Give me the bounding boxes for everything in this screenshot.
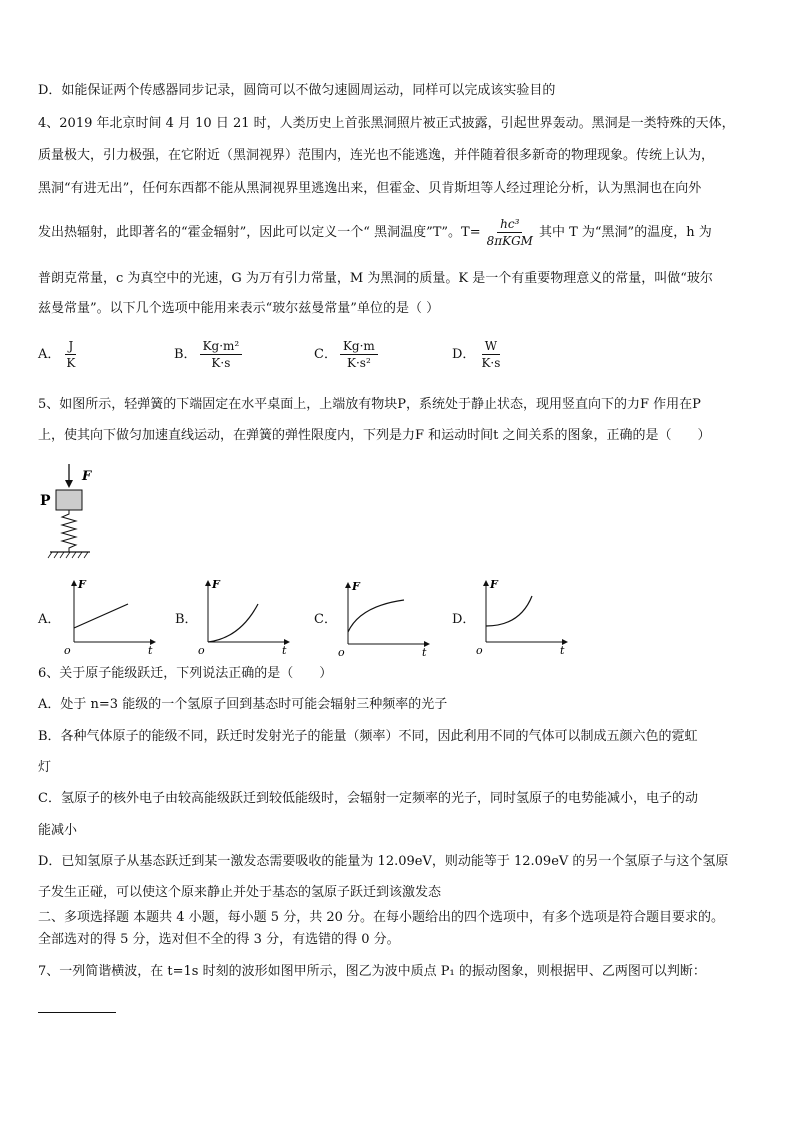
q4-option-d [452,338,506,371]
ground-hatch [48,552,88,558]
q4-line-1: 4、2019 年北京时间 4 月 10 日 21 时，人类历史上首张黑洞照片被正式披露，引起世界轰动。黑洞是一类特殊的天体， [38,116,735,131]
q4-formula-text-a: 发出热辐射，此即著名的“霍金辐射”，因此可以定义一个“ 黑洞温度”T”。T= [38,225,481,240]
q4-option-b [174,338,245,371]
q5-graph-b [196,576,292,656]
q6-option-d-line-1: D．已知氢原子从基态跃迁到某一激发态需要吸收的能量为 12.09eV，则动能等于 12.09eV 的另一个氢原子与这个氢原 [38,854,729,869]
q4-line-5: 普朗克常量，c 为真空中的光速，G 为万有引力常量，M 为黑洞的质量。K 是一个有重要物理意义的常量，叫做“玻尔 [38,271,713,286]
q4-line-2: 质量极大，引力极强，在它附近（黑洞视界）范围内，连光也不能逃逸，并伴随着很多新奇的物理现象。传统上认为， [38,148,715,163]
spring [62,510,76,552]
option-letter: C． [314,347,337,362]
unit-numerator: W [482,338,500,355]
q6-option-d-line-2: 子发生正碰，可以使这个原来静止并处于基态的氢原子跃迁到该激发态 [38,885,442,900]
x-label: t [560,644,565,656]
unit-numerator: J [65,338,76,355]
unit-numerator: Kg·m [340,338,378,355]
force-label: F [82,469,92,484]
unit-denominator: K [66,356,76,370]
q4-option-a [38,338,81,371]
formula-numerator: hc³ [497,216,522,233]
x-label: t [422,646,427,658]
q6-option-b-line-2: 灯 [38,760,52,775]
q4-option-c [314,338,381,371]
q5-option-a-label: A． [38,612,61,627]
unit-denominator: K·s² [347,356,371,370]
q5-line-2: 上，使其向下做匀加速直线运动，在弹簧的弹性限度内，下列是力F 和运动时间t 之间关系的图象，正确的是（ ） [38,428,711,443]
q4-line-3: 黑洞“有进无出”，任何东西都不能从黑洞视界里逃逸出来，但霍金、贝肯斯坦等人经过理论分析，认为黑洞也在向外 [38,181,702,196]
x-label: t [282,644,287,656]
formula-denominator: 8πKGM [486,234,533,248]
graph-curve [348,600,404,632]
force-arrow-head [65,480,73,488]
q6-option-c-line-2: 能减小 [38,823,78,838]
spring-block-figure [36,462,106,566]
y-label: F [78,578,86,591]
origin-label: o [338,646,345,658]
graph-curve [486,596,532,626]
q4-formula-text-b: 其中 T 为“黑洞”的温度，h 为 [538,225,712,240]
unit-fraction [478,338,503,371]
block-label: P [40,493,51,509]
origin-label: o [198,644,205,656]
unit-fraction [340,338,378,371]
x-label: t [148,644,153,656]
unit-denominator: K·s [481,356,501,370]
q5-option-b-label: B． [175,612,198,627]
q4-line-6: 兹曼常量”。以下几个选项中能用来表示“玻尔兹曼常量”单位的是（ ） [38,301,440,316]
origin-label: o [64,644,71,656]
unit-fraction [63,338,78,371]
q6-option-a: A．处于 n=3 能级的一个氢原子回到基态时可能会辐射三种频率的光子 [38,697,448,712]
unit-numerator: Kg·m² [200,338,243,355]
y-label: F [490,578,498,591]
section-2-heading-line-1: 二、多项选择题 本题共 4 小题，每小题 5 分，共 20 分。在每小题给出的四个选项中，有多个选项是符合题目要求的。 [38,910,725,925]
graph-curve [208,604,258,642]
option-letter: A． [38,347,61,362]
unit-denominator: K·s [211,356,231,370]
y-label: F [212,578,220,591]
q7-stem: 7、一列简谐横波，在 t=1s 时刻的波形如图甲所示，图乙为波中质点 P₁ 的振动图象，则根据甲、乙两图可以判断： [38,964,706,979]
option-letter: D． [452,347,476,362]
q5-graph-d [474,576,570,656]
unit-fraction [200,338,243,371]
y-label: F [352,580,360,593]
q6-option-b-line-1: B．各种气体原子的能级不同，跃迁时发射光子的能量（频率）不同，因此利用不同的气体可以制成五颜六色的霓虹 [38,729,698,744]
q4-formula-line [38,216,712,249]
q6-option-c-line-1: C．氢原子的核外电子由较高能级跃迁到较低能级时，会辐射一定频率的光子，同时氢原子的电势能减小，电子的动 [38,791,698,806]
q6-stem: 6、关于原子能级跃迁，下列说法正确的是（ ） [38,666,333,681]
temperature-formula [484,216,536,249]
q3-option-d: D．如能保证两个传感器同步记录，圆筒可以不做匀速圆周运动，同样可以完成该实验目的 [38,83,556,98]
section-2-heading-line-2: 全部选对的得 5 分，选对但不全的得 3 分，有选错的得 0 分。 [38,932,400,947]
q5-graph-a [62,576,158,656]
block-p [56,490,82,510]
graph-curve [74,604,128,628]
q5-option-d-label: D． [452,612,476,627]
origin-label: o [476,644,483,656]
q5-graph-c [336,578,432,658]
footnote-rule [38,1012,116,1013]
option-letter: B． [174,347,197,362]
q5-line-1: 5、如图所示，轻弹簧的下端固定在水平桌面上，上端放有物块P，系统处于静止状态，现用竖直向下的力F 作用在P [38,397,701,412]
q5-option-c-label: C． [314,612,337,627]
